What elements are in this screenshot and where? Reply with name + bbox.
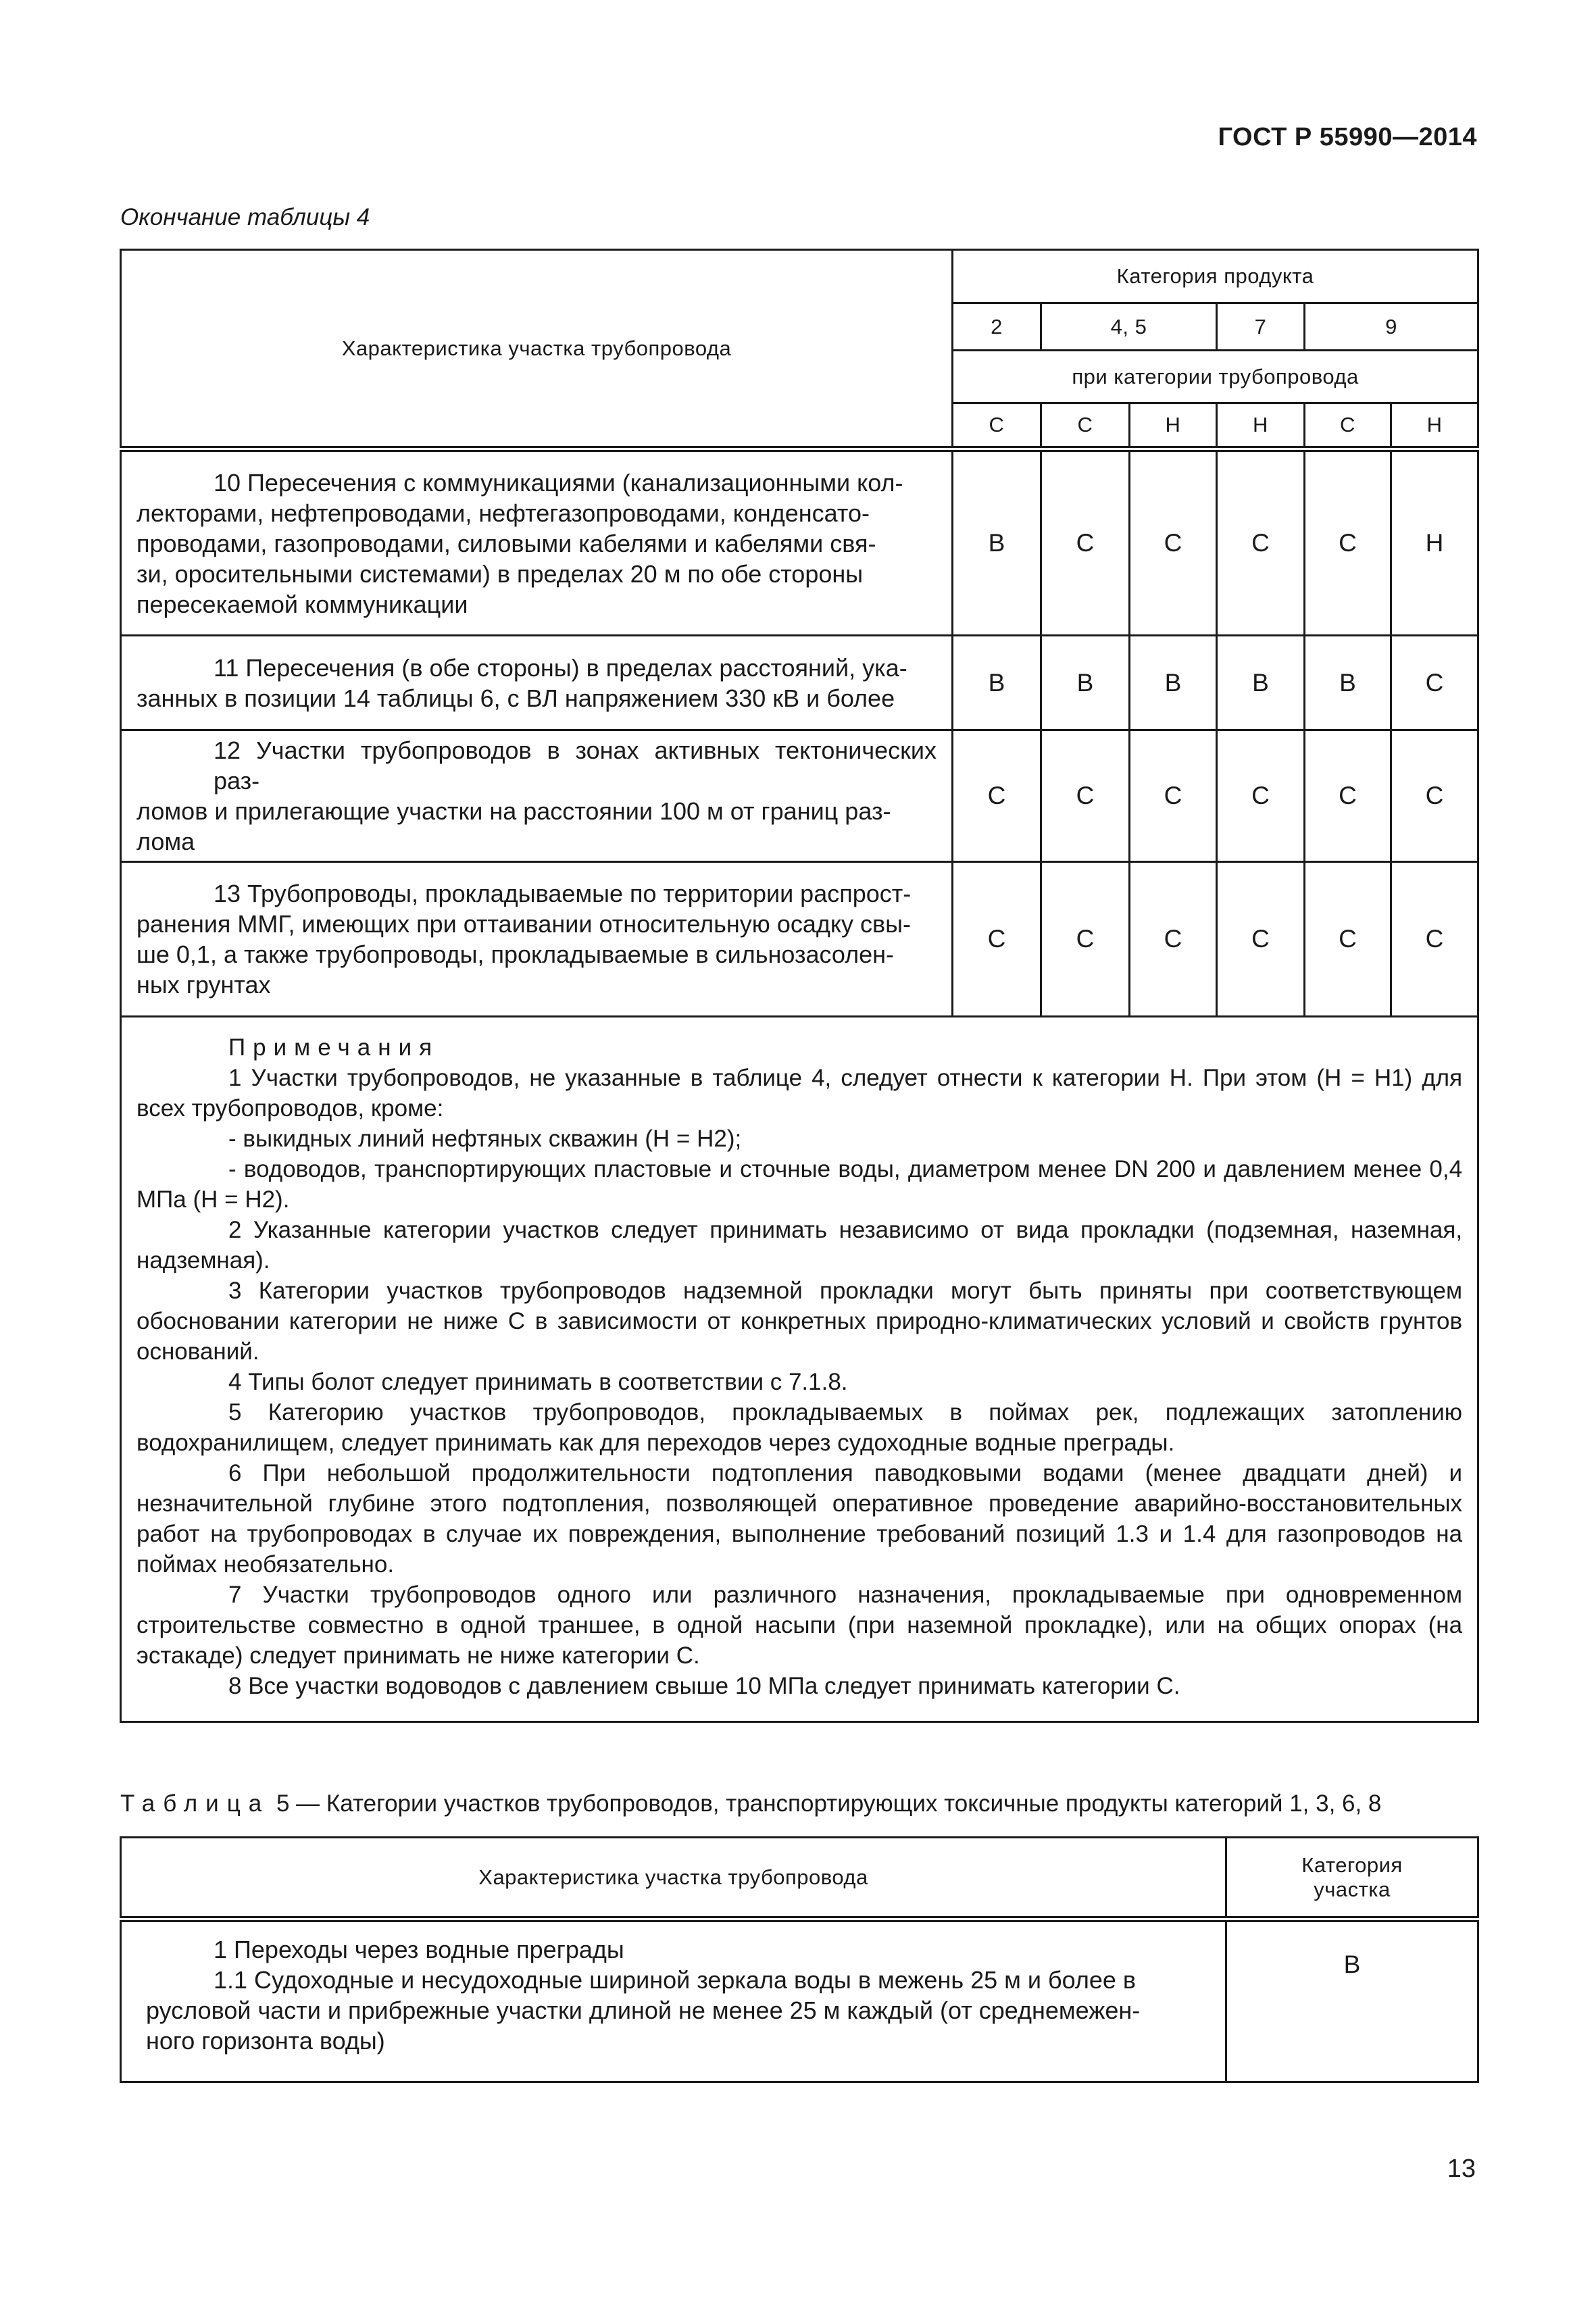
notes-row	[121, 1017, 1478, 1722]
row-description: 10 Пересечения с коммуникациями (канализационными кол- лекторами, нефтепроводами, нефтегазопроводами, конденсато- проводами, газопроводами, силовыми кабелями и кабелями свя- зи, оросительными системами) в пределах 20 м по обе стороны пересекаемой коммуникации	[121, 449, 953, 636]
pipeline-category: С	[953, 403, 1041, 449]
note-item: 6 При небольшой продолжительности подтопления паводковыми водами (менее двадцати дней) и незначительной глубине этого подтопления, позволяющей оперативное проведение аварийно-восстановительных работ на трубопроводах в случае их повреждения, выполнение требований позиций 1.3 и 1.4 для газопроводов на поймах необязательно.	[136, 1460, 1463, 1578]
pipeline-category: С	[1305, 403, 1391, 449]
category-value: С	[1041, 449, 1130, 636]
category-value: С	[1130, 862, 1217, 1017]
table-row	[121, 730, 1478, 862]
table-notes	[121, 1017, 1478, 1722]
product-category-4-5: 4, 5	[1041, 303, 1217, 351]
category-value: В	[1305, 636, 1391, 730]
standard-number: ГОСТ Р 55990—2014	[1218, 123, 1477, 151]
category-value: В	[953, 636, 1041, 730]
row-description: 1 Переходы через водные преграды 1.1 Судоходные и несудоходные шириной зеркала воды в межень 25 м и более в русловой части и прибрежные участки длиной не менее 25 м каждый (от среднемежен- ного горизонта воды)	[121, 1919, 1226, 2082]
category-value: В	[1130, 636, 1217, 730]
table-continuation-label: Окончание таблицы 4	[120, 204, 370, 230]
note-item: 8 Все участки водоводов с давлением свыше 10 МПа следует принимать категории С.	[228, 1673, 1180, 1699]
note-item: - водоводов, транспортирующих пластовые и сточные воды, диаметром менее DN 200 и давлением менее 0,4 МПа (Н = Н2).	[136, 1156, 1463, 1213]
category-value: С	[1391, 730, 1478, 862]
row-description: 12 Участки трубопроводов в зонах активных тектонических раз- ломов и прилегающие участки на расстоянии 100 м от границ раз- лома	[121, 730, 953, 862]
table-row	[121, 449, 1478, 636]
category-value: С	[1041, 862, 1130, 1017]
product-category-9: 9	[1305, 303, 1478, 351]
category-value: С	[1305, 449, 1391, 636]
pipeline-category-label: при категории трубопровода	[953, 351, 1478, 403]
note-item: 1 Участки трубопроводов, не указанные в таблице 4, следует отнести к категории Н. При этом (Н = Н1) для всех трубопроводов, кроме:	[136, 1065, 1463, 1122]
category-value: С	[1041, 730, 1130, 862]
table-caption-text: 5 — Категории участков трубопроводов, транспортирующих токсичные продукты категорий 1, 3, 6, 8	[276, 1790, 1382, 1817]
table-caption-label: Таблица	[120, 1790, 270, 1817]
column-header-characteristic: Характеристика участка трубопровода	[121, 1838, 1226, 1919]
column-header-product-category: Категория продукта	[953, 250, 1478, 303]
category-value: В	[1217, 636, 1305, 730]
note-item: - выкидных линий нефтяных скважин (Н = Н2);	[228, 1126, 742, 1152]
category-value: С	[1305, 862, 1391, 1017]
note-item: 5 Категорию участков трубопроводов, прокладываемых в поймах рек, подлежащих затоплению водохранилищем, следует принимать как для переходов через судоходные водные преграды.	[136, 1399, 1463, 1456]
product-category-2: 2	[953, 303, 1041, 351]
note-item: 3 Категории участков трубопроводов надземной прокладки могут быть приняты при соответствующем обосновании категории не ниже С в зависимости от конкретных природно-климатических условий и свойств грунтов оснований.	[136, 1278, 1463, 1365]
table-5	[120, 1836, 1479, 2083]
category-value: С	[953, 862, 1041, 1017]
column-header-category: Категория участка	[1226, 1838, 1478, 1919]
notes-title: Примечания	[228, 1034, 440, 1061]
category-value: С	[1305, 730, 1391, 862]
category-value: В	[1226, 1919, 1478, 2082]
page-number: 13	[1447, 2155, 1476, 2183]
row-description: 13 Трубопроводы, прокладываемые по территории распрост- ранения ММГ, имеющих при оттаивании относительную осадку свы- ше 0,1, а также трубопроводы, прокладываемые в сильнозасолен- ных грунтах	[121, 862, 953, 1017]
category-value: С	[1217, 449, 1305, 636]
category-value: В	[1041, 636, 1130, 730]
table-4	[120, 249, 1479, 1723]
row-description: 11 Пересечения (в обе стороны) в пределах расстояний, ука- занных в позиции 14 таблицы 6, с ВЛ напряжением 330 кВ и более	[121, 636, 953, 730]
column-header-characteristic: Характеристика участка трубопровода	[121, 250, 953, 449]
category-value: Н	[1391, 449, 1478, 636]
pipeline-category: С	[1041, 403, 1130, 449]
category-value: С	[1130, 730, 1217, 862]
note-item: 2 Указанные категории участков следует принимать независимо от вида прокладки (подземная, наземная, надземная).	[136, 1217, 1463, 1274]
note-item: 4 Типы болот следует принимать в соответствии с 7.1.8.	[228, 1369, 848, 1395]
category-value: В	[953, 449, 1041, 636]
pipeline-category: Н	[1391, 403, 1478, 449]
pipeline-category: Н	[1130, 403, 1217, 449]
product-category-7: 7	[1217, 303, 1305, 351]
note-item: 7 Участки трубопроводов одного или различного назначения, прокладываемые при одновременном строительстве совместно в одной траншее, в одной насыпи (при наземной прокладке), или на общих опорах (на эстакаде) следует принимать не ниже категории С.	[136, 1582, 1463, 1669]
category-value: С	[1391, 862, 1478, 1017]
pipeline-category: Н	[1217, 403, 1305, 449]
notes-list	[136, 1063, 1462, 1701]
table-row	[121, 1919, 1478, 2082]
table-row	[121, 862, 1478, 1017]
category-value: С	[1130, 449, 1217, 636]
category-value: С	[1217, 862, 1305, 1017]
category-value: С	[1391, 636, 1478, 730]
category-value: С	[1217, 730, 1305, 862]
table-row	[121, 636, 1478, 730]
table-5-caption	[120, 1790, 1381, 1817]
category-value: С	[953, 730, 1041, 862]
